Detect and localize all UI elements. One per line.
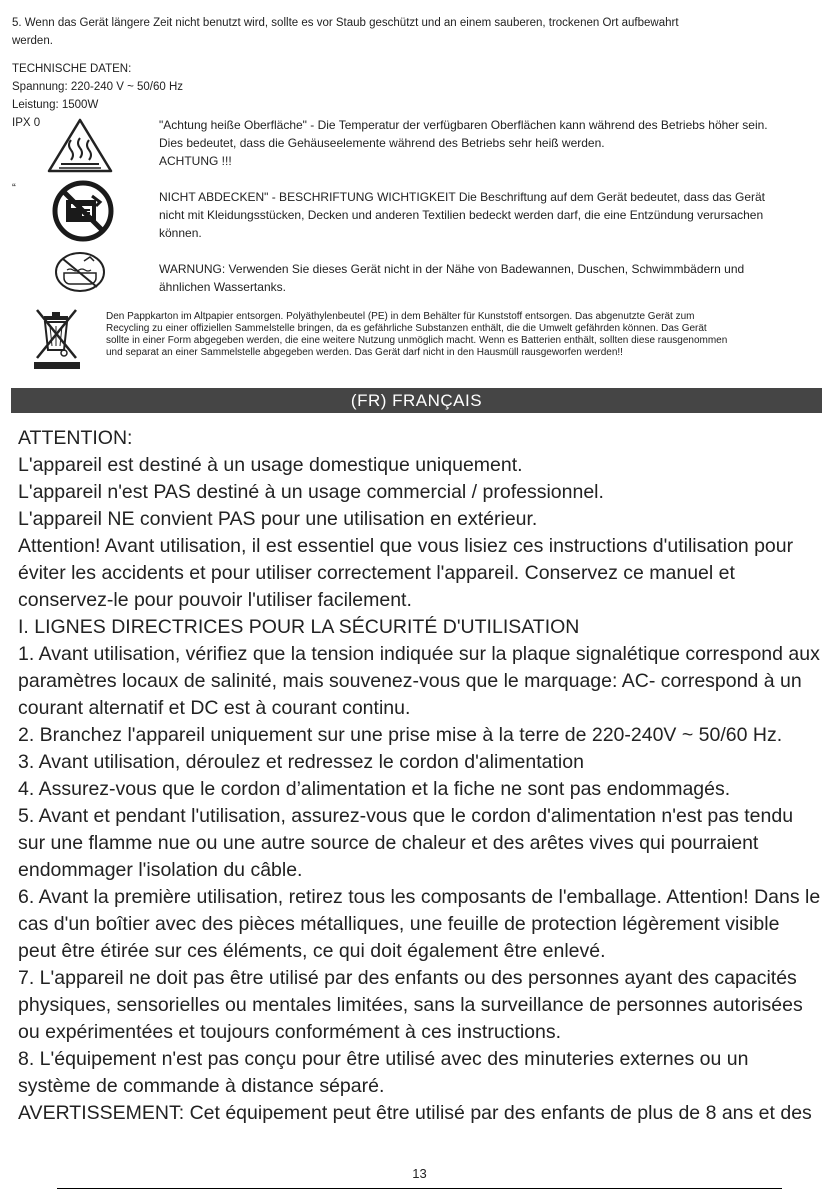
cover-warning-line-1: NICHT ABDECKEN" - BESCHRIFTUNG WICHTIGKEIT Die Beschriftung auf dem Gerät bedeutet, dass das Gerät xyxy=(159,190,766,204)
water-warning-line-1: WARNUNG: Verwenden Sie dieses Gerät nicht in der Nähe von Badewannen, Duschen, Schwimmbädern und xyxy=(159,262,745,276)
french-line-21: 7. L'appareil ne doit pas être utilisé par des enfants ou des personnes ayant des capacités xyxy=(18,967,797,989)
cover-warning-line-2: nicht mit Kleidungsstücken, Decken und anderen Textilien bedeckt werden darf, die eine Entzündung verursachen xyxy=(159,208,764,222)
french-line-5: Attention! Avant utilisation, il est essentiel que vous lisiez ces instructions d'utilisation pour xyxy=(18,535,794,557)
recycling-line-4: und separat an einer Sammelstelle abgegeben werden. Das Gerät darf nicht in den Hausmüll rausgeworfen werden!! xyxy=(106,347,623,358)
french-line-6: éviter les accidents et pour utiliser correctement l'appareil. Conservez ce manuel et xyxy=(18,562,735,584)
tech-ipx: IPX 0 xyxy=(12,117,41,129)
hot-warning-line-1: "Achtung heiße Oberfläche" - Die Temperatur der verfügbaren Oberflächen kann während des Betriebs höher sein. xyxy=(159,118,768,132)
french-line-22: physiques, sensorielles ou mentales limitées, sans la surveillance de personnes autorisées xyxy=(18,994,803,1016)
french-line-10: paramètres locaux de salinité, mais souvenez-vous que le marquage: AC- correspond à un xyxy=(18,670,802,692)
french-line-18: 6. Avant la première utilisation, retirez tous les composants de l'emballage. Attention! Dans le xyxy=(18,886,821,908)
hot-surface-warning-icon xyxy=(47,118,113,173)
german-point-5: 5. Wenn das Gerät längere Zeit nicht benutzt wird, sollte es vor Staub geschützt und an einem sauberen, trockenen Ort aufbewahrt xyxy=(12,17,679,29)
german-point-5-cont: werden. xyxy=(12,35,53,47)
french-line-24: 8. L'équipement n'est pas conçu pour être utilisé avec des minuteries externes ou un xyxy=(18,1048,749,1070)
do-not-cover-icon xyxy=(52,180,114,242)
tech-voltage: Spannung: 220-240 V ~ 50/60 Hz xyxy=(12,81,184,93)
french-line-2: L'appareil est destiné à un usage domestique uniquement. xyxy=(18,454,523,476)
french-line-12: 2. Branchez l'appareil uniquement sur une prise mise à la terre de 220-240V ~ 50/60 Hz. xyxy=(18,724,783,746)
crossed-bin-icon xyxy=(34,306,80,370)
french-line-19: cas d'un boîtier avec des pièces métalliques, une feuille de protection légèrement visible xyxy=(18,913,780,935)
french-line-13: 3. Avant utilisation, déroulez et redressez le cordon d'alimentation xyxy=(18,751,584,773)
french-line-23: ou expérimentées et toujours conformément à ces instructions. xyxy=(18,1021,562,1043)
french-line-9: 1. Avant utilisation, vérifiez que la tension indiquée sur la plaque signalétique correspond aux xyxy=(18,643,820,665)
french-line-14: 4. Assurez-vous que le cordon d’alimentation et la fiche ne sont pas endommagés. xyxy=(18,778,731,800)
french-line-3: L'appareil n'est PAS destiné à un usage commercial / professionnel. xyxy=(18,481,604,503)
french-line-4: L'appareil NE convient PAS pour une utilisation en extérieur. xyxy=(18,508,538,530)
french-section-heading: I. LIGNES DIRECTRICES POUR LA SÉCURITÉ D'UTILISATION xyxy=(18,616,580,638)
french-line-15: 5. Avant et pendant l'utilisation, assurez-vous que le cordon d'alimentation n'est pas tendu xyxy=(18,805,794,827)
tech-power: Leistung: 1500W xyxy=(12,99,99,111)
french-line-26: AVERTISSEMENT: Cet équipement peut être utilisé par des enfants de plus de 8 ans et des xyxy=(18,1102,812,1124)
quote-mark: “ xyxy=(12,183,16,195)
french-line-17: endommager l'isolation du câble. xyxy=(18,859,303,881)
french-line-25: système de commande à distance séparé. xyxy=(18,1075,385,1097)
french-section-banner: (FR) FRANÇAIS xyxy=(11,388,822,413)
tech-data-title: TECHNISCHE DATEN: xyxy=(12,63,132,75)
water-warning-line-2: ähnlichen Wassertanks. xyxy=(159,280,286,294)
recycling-line-2: Recycling zu einer offiziellen Sammelstelle bringen, da es gefährliche Substanzen enthält, die die Umwelt gefährden können. Das Gerät xyxy=(106,323,707,334)
french-line-20: peut être étirée sur ces éléments, ce qui doit également être enlevé. xyxy=(18,940,606,962)
recycling-line-3: sollte in einer Form abgegeben werden, die eine weitere Nutzung unmöglich macht. Wenn es Batterien enthält, sollten diese rausgenommen xyxy=(106,335,728,346)
french-line-11: courant alternatif et DC est à courant continu. xyxy=(18,697,411,719)
french-line-16: sur une flamme nue ou une autre source de chaleur et des arêtes vives qui pourraient xyxy=(18,832,759,854)
recycling-line-1: Den Pappkarton im Altpapier entsorgen. Polyäthylenbeutel (PE) in dem Behälter für Kunststoff entsorgen. Das abgenutzte Gerät zum xyxy=(106,311,695,322)
french-line-7: conservez-le pour pouvoir l'utiliser facilement. xyxy=(18,589,412,611)
page-number: 13 xyxy=(412,1166,427,1181)
hot-warning-line-2: Dies bedeutet, dass die Gehäuseelemente während des Betriebs sehr heiß werden. xyxy=(159,136,605,150)
bathtub-warning-icon xyxy=(54,251,106,293)
hot-warning-line-3: ACHTUNG !!! xyxy=(159,154,232,168)
cover-warning-line-3: können. xyxy=(159,226,202,240)
footer-rule xyxy=(57,1188,782,1189)
french-line-1: ATTENTION: xyxy=(18,427,133,449)
